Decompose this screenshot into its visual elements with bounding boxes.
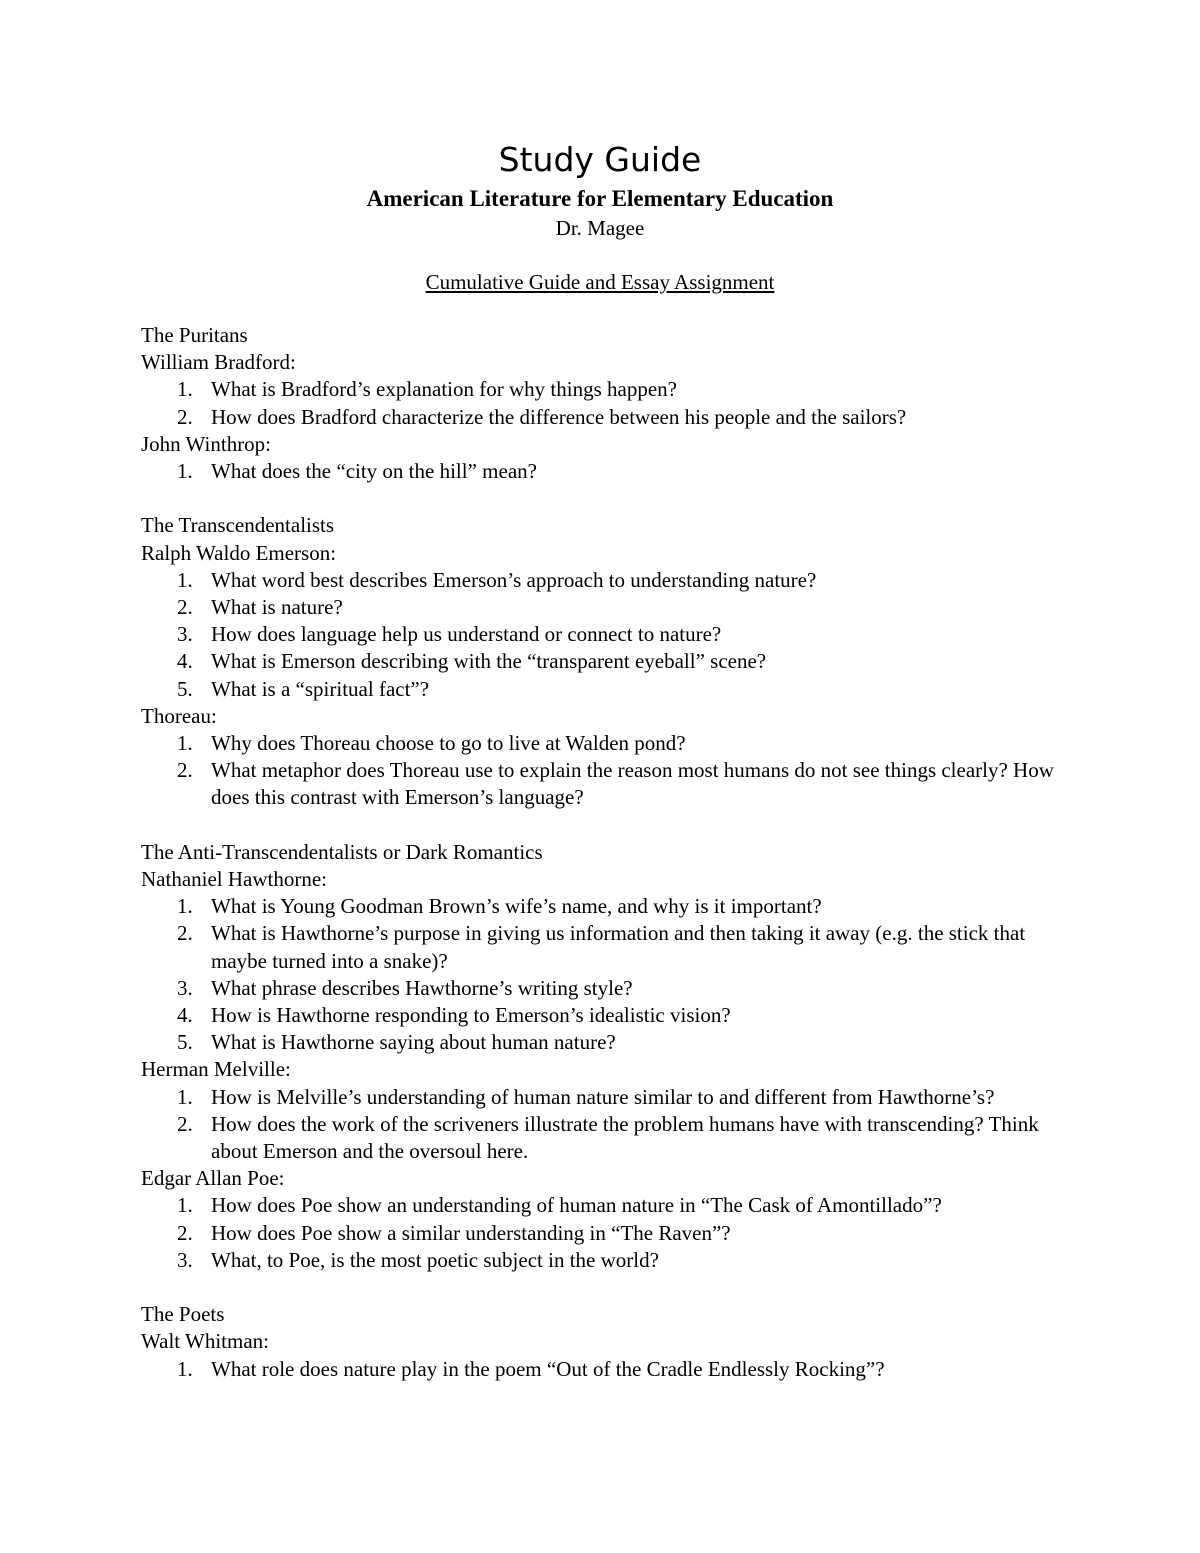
question-item bbox=[141, 1029, 1061, 1056]
question-number: 3. bbox=[177, 622, 193, 647]
question-text: What does the “city on the hill” mean? bbox=[211, 459, 537, 484]
section-heading: The Anti-Transcendentalists or Dark Romantics bbox=[141, 839, 543, 864]
question-item bbox=[141, 1247, 1061, 1274]
question-item bbox=[141, 730, 1061, 757]
question-text: What phrase describes Hawthorne’s writing style? bbox=[211, 975, 633, 1000]
question-text: What, to Poe, is the most poetic subject in the world? bbox=[211, 1247, 659, 1272]
question-item bbox=[141, 621, 1061, 648]
question-text: What role does nature play in the poem “Out of the Cradle Endlessly Rocking”? bbox=[211, 1356, 885, 1381]
page-title: Study Guide bbox=[498, 140, 702, 179]
question-text: How does the work of the scriveners illustrate the problem humans have with transcending? Think about Emerson and the oversoul here. bbox=[211, 1111, 1039, 1164]
question-item bbox=[141, 567, 1061, 594]
question-text: What is Emerson describing with the “transparent eyeball” scene? bbox=[211, 649, 767, 674]
question-number: 5. bbox=[177, 1030, 193, 1055]
question-text: What word best describes Emerson’s approach to understanding nature? bbox=[211, 567, 817, 592]
course-title: American Literature for Elementary Education bbox=[366, 186, 834, 211]
section-heading: The Transcendentalists bbox=[141, 513, 335, 538]
question-item bbox=[141, 404, 1061, 431]
question-number: 1. bbox=[177, 1193, 193, 1218]
question-number: 4. bbox=[177, 649, 193, 674]
section-heading: The Poets bbox=[141, 1302, 225, 1327]
section-heading: The Puritans bbox=[141, 323, 248, 347]
section bbox=[141, 839, 1061, 1274]
question-item bbox=[141, 975, 1061, 1002]
question-number: 1. bbox=[177, 731, 193, 756]
question-item bbox=[141, 1220, 1061, 1247]
author-name: Nathaniel Hawthorne: bbox=[141, 867, 328, 892]
author-name: Edgar Allan Poe: bbox=[141, 1166, 285, 1191]
question-number: 2. bbox=[177, 404, 193, 429]
section bbox=[141, 322, 1061, 485]
question-item bbox=[141, 757, 1061, 811]
question-text: How does Poe show a similar understanding in “The Raven”? bbox=[211, 1220, 731, 1245]
question-list bbox=[141, 730, 1061, 812]
question-number: 2. bbox=[177, 595, 193, 620]
question-text: What is nature? bbox=[211, 595, 343, 620]
question-list bbox=[141, 376, 1061, 430]
question-item bbox=[141, 594, 1061, 621]
author-name: Ralph Waldo Emerson: bbox=[141, 540, 337, 565]
question-list bbox=[141, 567, 1061, 703]
question-item bbox=[141, 676, 1061, 703]
question-text: Why does Thoreau choose to go to live at Walden pond? bbox=[211, 731, 686, 756]
question-item bbox=[141, 1356, 1061, 1383]
question-number: 3. bbox=[177, 1247, 193, 1272]
question-list bbox=[141, 1192, 1061, 1274]
question-item bbox=[141, 1111, 1061, 1165]
question-list bbox=[141, 1084, 1061, 1166]
question-number: 2. bbox=[177, 1220, 193, 1245]
question-number: 4. bbox=[177, 1003, 193, 1028]
author-name: Thoreau: bbox=[141, 703, 217, 728]
author-name: Herman Melville: bbox=[141, 1057, 291, 1082]
question-number: 1. bbox=[177, 377, 193, 402]
question-number: 3. bbox=[177, 975, 193, 1000]
question-text: What is Hawthorne saying about human nature? bbox=[211, 1030, 616, 1055]
question-text: What metaphor does Thoreau use to explain the reason most humans do not see things clearly? How does this contrast with Emerson’s language? bbox=[211, 758, 1054, 810]
question-text: How is Hawthorne responding to Emerson’s idealistic vision? bbox=[211, 1003, 731, 1028]
section bbox=[141, 512, 1061, 811]
question-list bbox=[141, 893, 1061, 1056]
section bbox=[141, 1301, 1061, 1383]
question-number: 1. bbox=[177, 1084, 193, 1109]
question-text: How does Poe show an understanding of human nature in “The Cask of Amontillado”? bbox=[211, 1193, 942, 1218]
question-text: What is Young Goodman Brown’s wife’s name, and why is it important? bbox=[211, 894, 822, 919]
question-list bbox=[141, 1356, 1061, 1383]
assignment-heading: Cumulative Guide and Essay Assignment bbox=[425, 270, 775, 294]
question-number: 1. bbox=[177, 459, 193, 484]
question-item bbox=[141, 893, 1061, 920]
question-item bbox=[141, 1002, 1061, 1029]
question-number: 1. bbox=[177, 894, 193, 919]
question-item bbox=[141, 376, 1061, 403]
question-number: 5. bbox=[177, 676, 193, 701]
question-number: 1. bbox=[177, 567, 193, 592]
question-text: What is Bradford’s explanation for why things happen? bbox=[211, 377, 677, 402]
author-name: William Bradford: bbox=[141, 350, 296, 375]
question-text: How is Melville’s understanding of human nature similar to and different from Hawthorne’s? bbox=[211, 1084, 995, 1109]
question-item bbox=[141, 458, 1061, 485]
author-name: Walt Whitman: bbox=[141, 1329, 269, 1354]
question-number: 2. bbox=[177, 1111, 193, 1136]
instructor-name: Dr. Magee bbox=[555, 216, 645, 240]
question-item bbox=[141, 648, 1061, 675]
question-text: What is a “spiritual fact”? bbox=[211, 676, 430, 701]
question-item bbox=[141, 920, 1061, 974]
question-item bbox=[141, 1192, 1061, 1219]
question-item bbox=[141, 1084, 1061, 1111]
question-number: 1. bbox=[177, 1356, 193, 1381]
question-number: 2. bbox=[177, 758, 193, 783]
question-text: What is Hawthorne’s purpose in giving us information and then taking it away (e.g. the stick that maybe turned into a snake)? bbox=[211, 921, 1026, 973]
guide-body bbox=[141, 322, 1061, 1383]
question-text: How does Bradford characterize the difference between his people and the sailors? bbox=[211, 404, 907, 429]
question-list bbox=[141, 458, 1061, 485]
author-name: John Winthrop: bbox=[141, 431, 272, 456]
question-number: 2. bbox=[177, 921, 193, 946]
question-text: How does language help us understand or connect to nature? bbox=[211, 622, 722, 647]
